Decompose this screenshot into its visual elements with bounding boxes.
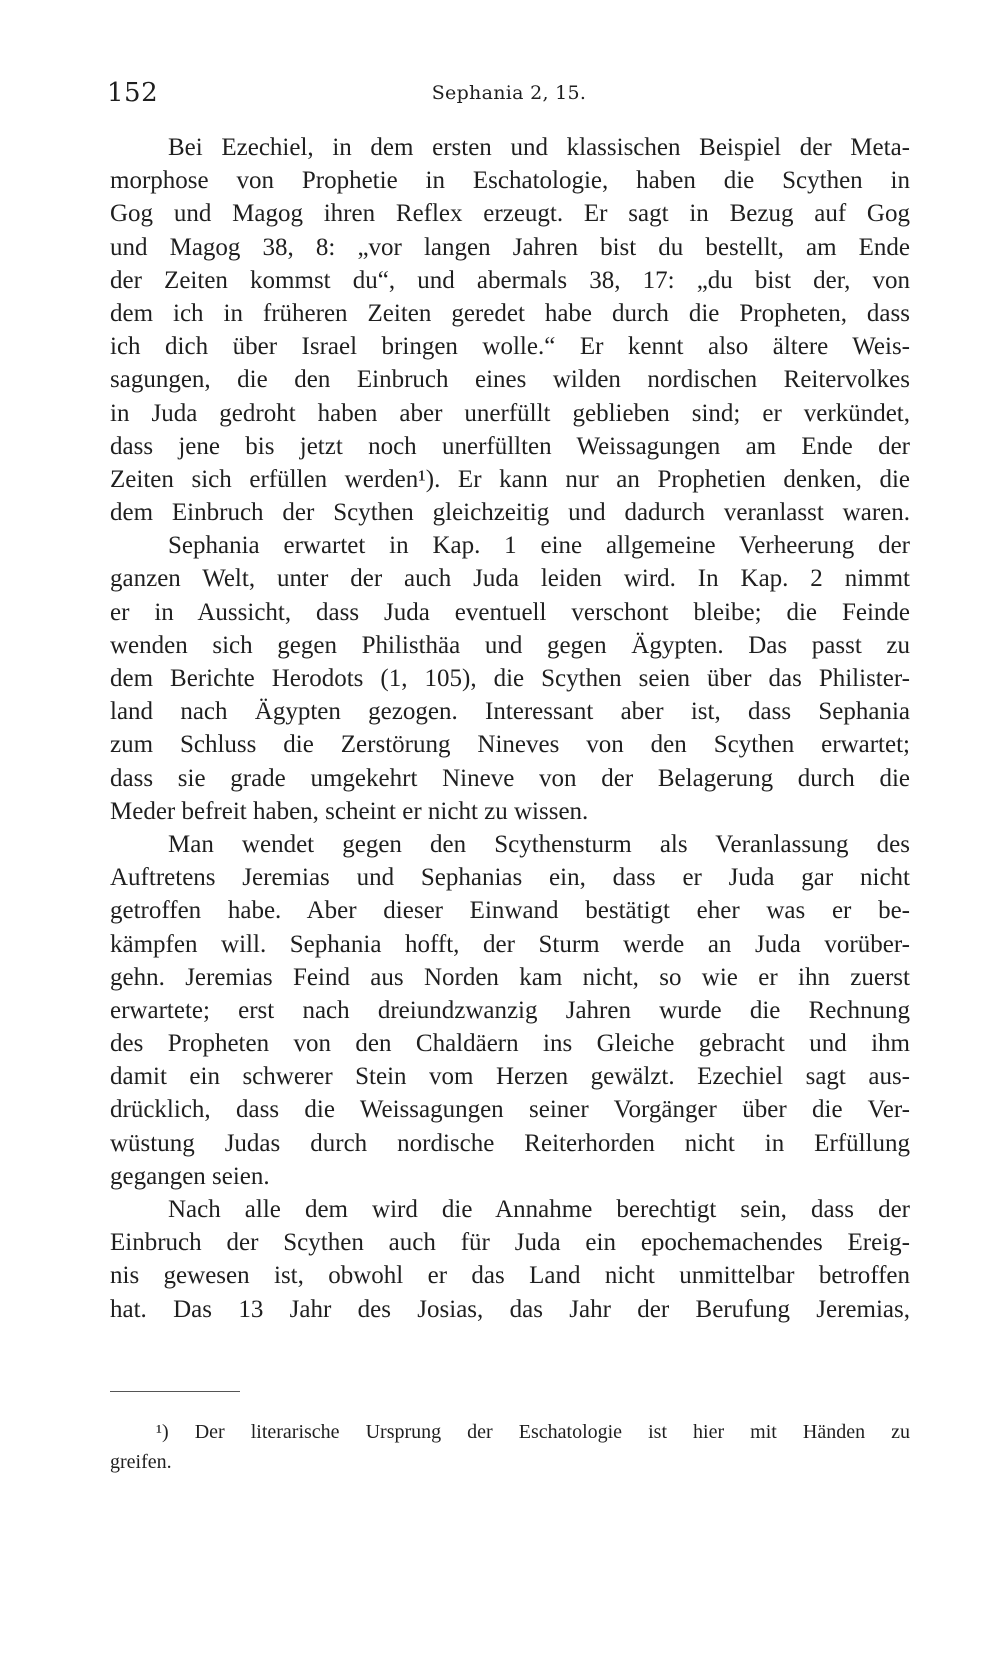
text-line: damit ein schwerer Stein vom Herzen gewälzt. Ezechiel sagt aus- <box>110 1063 910 1091</box>
text-line: Nach alle dem wird die Annahme berechtigt sein, dass der <box>168 1196 910 1223</box>
running-head: Sephania 2, 15. <box>431 82 587 104</box>
footnote-divider <box>110 1391 240 1392</box>
text-line: getroffen habe. Aber dieser Einwand bestätigt eher was er be- <box>110 897 910 925</box>
text-line: Auftretens Jeremias und Sephanias ein, dass er Juda gar nicht <box>110 864 910 892</box>
text-line: Zeiten sich erfüllen werden¹). Er kann nur an Prophetien denken, die <box>110 465 910 493</box>
text-line: in Juda gedroht haben aber unerfüllt geblieben sind; er verkündet, <box>110 399 910 427</box>
text-line: sagungen, die den Einbruch eines wilden nordischen Reitervolkes <box>110 366 910 394</box>
text-line: gegangen seien. <box>110 1162 270 1190</box>
text-line: zum Schluss die Zerstörung Nineves von den Scythen erwartet; <box>110 731 910 759</box>
text-line: Gog und Magog ihren Reflex erzeugt. Er sagt in Bezug auf Gog <box>110 200 910 228</box>
text-line: dass sie grade umgekehrt Nineve von der Belagerung durch die <box>110 764 910 792</box>
text-line: nis gewesen ist, obwohl er das Land nicht unmittelbar betroffen <box>110 1262 910 1290</box>
text-line: dem Einbruch der Scythen gleichzeitig und dadurch veranlasst waren. <box>110 499 910 527</box>
text-line: land nach Ägypten gezogen. Interessant aber ist, dass Sephania <box>110 698 910 726</box>
text-line: Einbruch der Scythen auch für Juda ein epochemachendes Ereig- <box>110 1229 910 1257</box>
text-line: morphose von Prophetie in Eschatologie, haben die Scythen in <box>110 167 910 195</box>
text-line: Meder befreit haben, scheint er nicht zu wissen. <box>110 797 589 825</box>
text-line: und Magog 38, 8: „vor langen Jahren bist du bestellt, am Ende <box>110 233 910 261</box>
text-line: kämpfen will. Sephania hofft, der Sturm werde an Juda vorüber- <box>110 930 910 958</box>
text-line: Man wendet gegen den Scythensturm als Veranlassung des <box>168 830 910 858</box>
text-line: hat. Das 13 Jahr des Josias, das Jahr der Berufung Jeremias, <box>110 1295 910 1323</box>
text-line: ganzen Welt, unter der auch Juda leiden wird. In Kap. 2 nimmt <box>110 565 910 593</box>
page-header <box>107 78 911 110</box>
text-line: gehn. Jeremias Feind aus Norden kam nicht, so wie er ihn zuerst <box>110 963 910 991</box>
body-text <box>110 131 910 1326</box>
text-line: er in Aussicht, dass Juda eventuell verschont bleibe; die Feinde <box>110 598 910 626</box>
text-line: ich dich über Israel bringen wolle.“ Er kennt also ältere Weis- <box>110 333 910 361</box>
text-line: dem ich in früheren Zeiten geredet habe durch die Propheten, dass <box>110 299 910 327</box>
text-line: Sephania erwartet in Kap. 1 eine allgemeine Verheerung der <box>168 532 910 560</box>
text-line: des Propheten von den Chaldäern ins Gleiche gebracht und ihm <box>110 1030 910 1058</box>
page-number: 152 <box>107 78 159 108</box>
text-line: wüstung Judas durch nordische Reiterhorden nicht in Erfüllung <box>110 1129 910 1157</box>
footnote-line: ¹) Der literarische Ursprung der Eschatologie ist hier mit Händen zu <box>156 1421 910 1443</box>
text-line: wenden sich gegen Philisthäa und gegen Ägypten. Das passt zu <box>110 631 910 659</box>
text-line: Bei Ezechiel, in dem ersten und klassischen Beispiel der Meta- <box>168 134 910 161</box>
text-line: drücklich, dass die Weissagungen seiner Vorgänger über die Ver- <box>110 1096 910 1124</box>
text-line: dass jene bis jetzt noch unerfüllten Weissagungen am Ende der <box>110 432 910 460</box>
text-line: der Zeiten kommst du“, und abermals 38, 17: „du bist der, von <box>110 266 910 294</box>
text-line: dem Berichte Herodots (1, 105), die Scythen seien über das Philister- <box>110 665 910 692</box>
footnote-line: greifen. <box>110 1451 172 1473</box>
footnote <box>110 1417 910 1477</box>
text-line: erwartete; erst nach dreiundzwanzig Jahren wurde die Rechnung <box>110 996 910 1024</box>
